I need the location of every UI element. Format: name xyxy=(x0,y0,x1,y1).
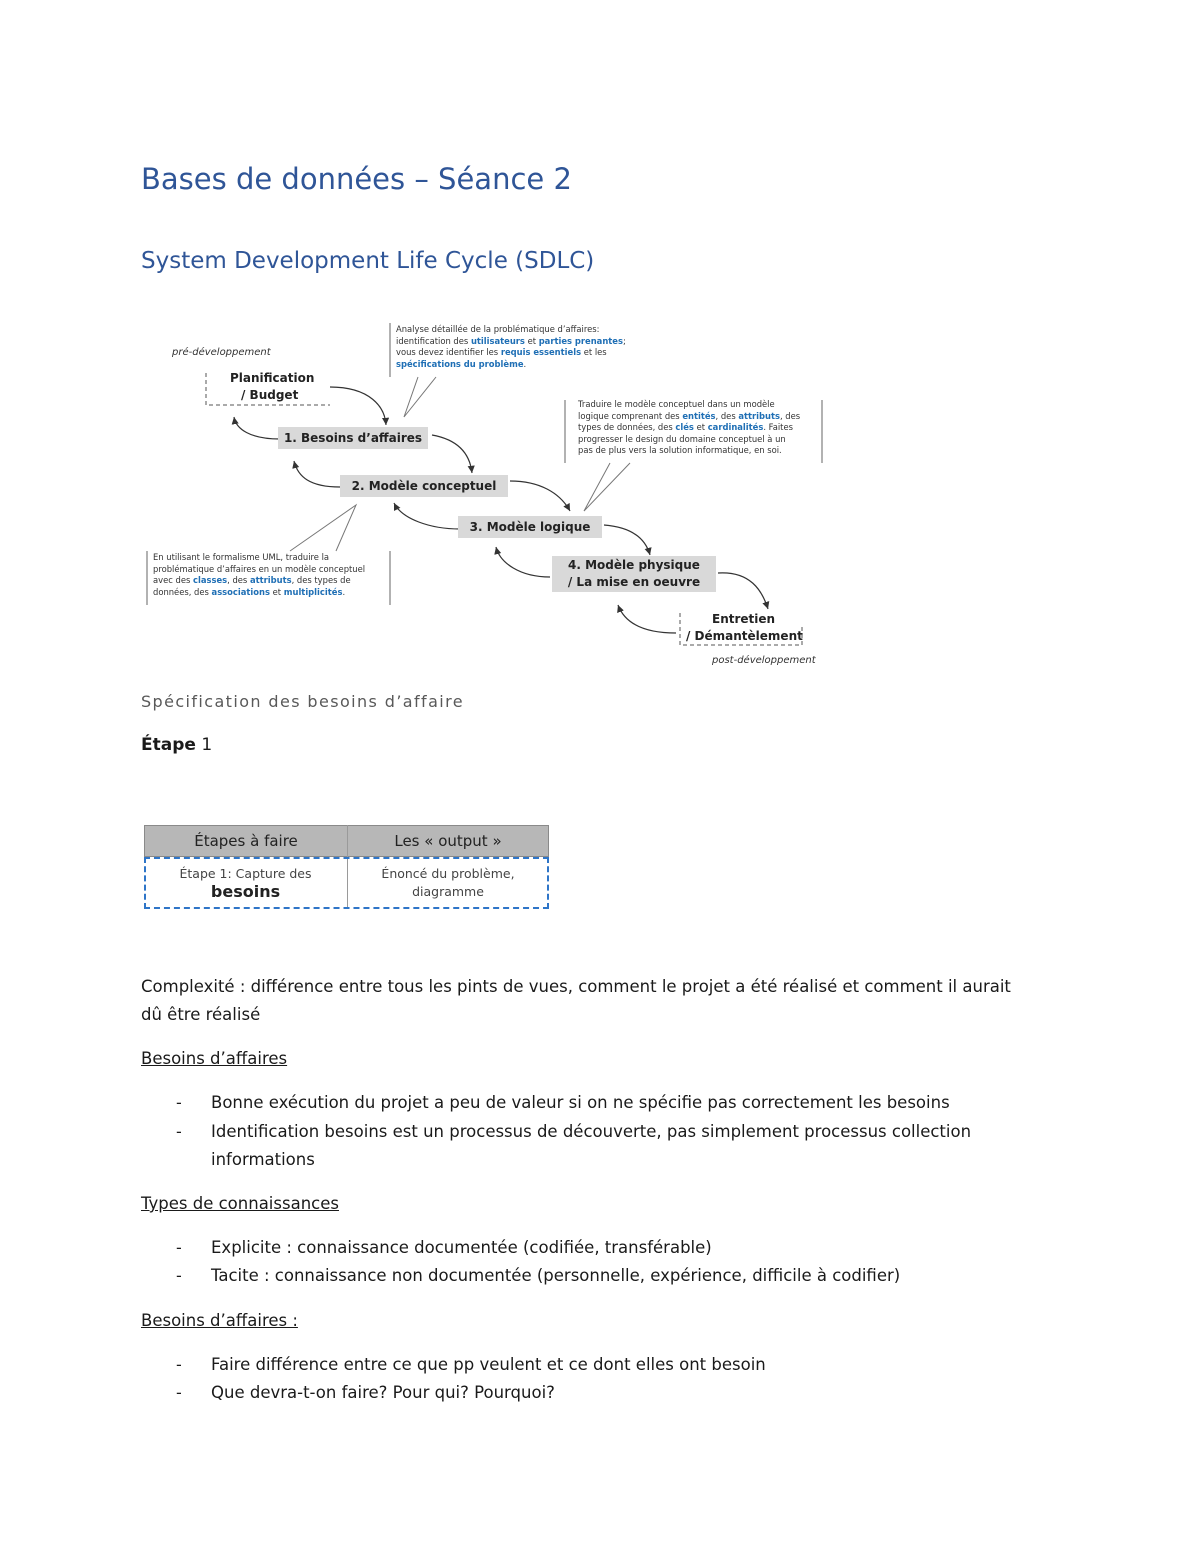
step2-conceptuel-box: 2. Modèle conceptuel xyxy=(340,475,508,497)
table-cell-etape: Étape 1: Capture des besoins xyxy=(179,866,312,901)
list-item: Explicite : connaissance documentée (codifiée, transférable) xyxy=(211,1238,712,1257)
note-besoins: Analyse détaillée de la problématique d’affaires: identification des utilisateurs et parties prenantes; vous devez identifier les requis essentiels et les spécifications du problème. xyxy=(396,324,626,369)
list-item: Que devra-t-on faire? Pour qui? Pourquoi? xyxy=(211,1383,555,1402)
complexite-line2: dû être réalisé xyxy=(141,1005,261,1024)
page-title: Bases de données – Séance 2 xyxy=(141,162,572,196)
note-logique: Traduire le modèle conceptuel dans un modèle logique comprenant des entités, des attributs, des types de données, des clés et cardinalités. Faites progresser le design du domaine conceptuel à un pas de plus vers la solution informatique, en soi. xyxy=(578,399,801,455)
bullet-dash: - xyxy=(176,1266,182,1285)
table-header-etapes: Étapes à faire xyxy=(144,825,348,857)
list-item: Bonne exécution du projet a peu de valeur si on ne spécifie pas correctement les besoins xyxy=(211,1093,950,1112)
section-heading-specification: Spécification des besoins d’affaire xyxy=(141,692,464,711)
table-header-output: Les « output » xyxy=(347,825,549,857)
etapes-table xyxy=(144,825,549,909)
arrow-maint-back xyxy=(618,605,676,633)
note-conceptuel: En utilisant le formalisme UML, traduire la problématique d’affaires en un modèle conceptuel avec des classes, des attributs, des types de données, des associations et multiplicités. xyxy=(153,552,366,597)
besoins-heading: Besoins d’affaires xyxy=(141,1049,288,1068)
bullet-dash: - xyxy=(176,1238,182,1257)
bullet-dash: - xyxy=(176,1093,182,1112)
planning-label-1: Planification xyxy=(230,371,315,385)
arrow-step2-to-step3 xyxy=(510,481,570,511)
arrow-step3-to-step4 xyxy=(604,525,650,555)
step4-physique-box xyxy=(552,556,716,592)
post-dev-label: post-développement xyxy=(712,655,816,666)
table-cell-output: Énoncé du problème, diagramme xyxy=(381,866,515,899)
arrow-step1-back xyxy=(234,417,280,439)
section-title-sdlc: System Development Life Cycle (SDLC) xyxy=(141,248,595,274)
bullet-dash: - xyxy=(176,1355,182,1374)
step4-line1: 4. Modèle physique xyxy=(568,558,700,572)
list-item: Faire différence entre ce que pp veulent et ce dont elles ont besoin xyxy=(211,1355,766,1374)
besoins2-heading: Besoins d’affaires : xyxy=(141,1311,298,1330)
arrow-step2-back xyxy=(294,461,340,487)
list-item-continuation: informations xyxy=(211,1150,315,1169)
bullet-dash: - xyxy=(176,1122,182,1141)
arrow-planning-to-step1 xyxy=(330,387,386,425)
callout-right-pointer xyxy=(584,463,630,511)
bullet-dash: - xyxy=(176,1383,182,1402)
arrow-step3-back xyxy=(394,503,460,529)
pre-dev-label: pré-développement xyxy=(172,347,271,358)
list-item: Tacite : connaissance non documentée (personnelle, expérience, difficile à codifier) xyxy=(211,1266,901,1285)
etape-heading: Étape 1 xyxy=(141,735,213,755)
planning-label-2: / Budget xyxy=(241,388,299,402)
maint-label-2: / Démantèlement xyxy=(686,629,803,643)
maint-label-1: Entretien xyxy=(712,612,776,626)
arrow-step4-to-maint xyxy=(718,573,768,609)
step4-line2: / La mise en oeuvre xyxy=(567,575,701,589)
list-item: Identification besoins est un processus de découverte, pas simplement processus collection xyxy=(211,1122,972,1141)
arrow-step1-to-step2 xyxy=(432,435,472,473)
step1-besoins-box: 1. Besoins d’affaires xyxy=(278,427,428,449)
complexite-line1: Complexité : différence entre tous les pints de vues, comment le projet a été réalisé et comment il aurait xyxy=(141,977,1011,996)
table-selection-dashed-border xyxy=(144,857,549,909)
sdlc-diagram xyxy=(140,315,830,675)
callout-top-pointer xyxy=(404,377,436,417)
types-heading: Types de connaissances xyxy=(141,1194,339,1213)
step3-logique-box: 3. Modèle logique xyxy=(458,516,602,538)
arrow-step4-back xyxy=(496,547,550,577)
callout-left-pointer xyxy=(290,505,356,551)
